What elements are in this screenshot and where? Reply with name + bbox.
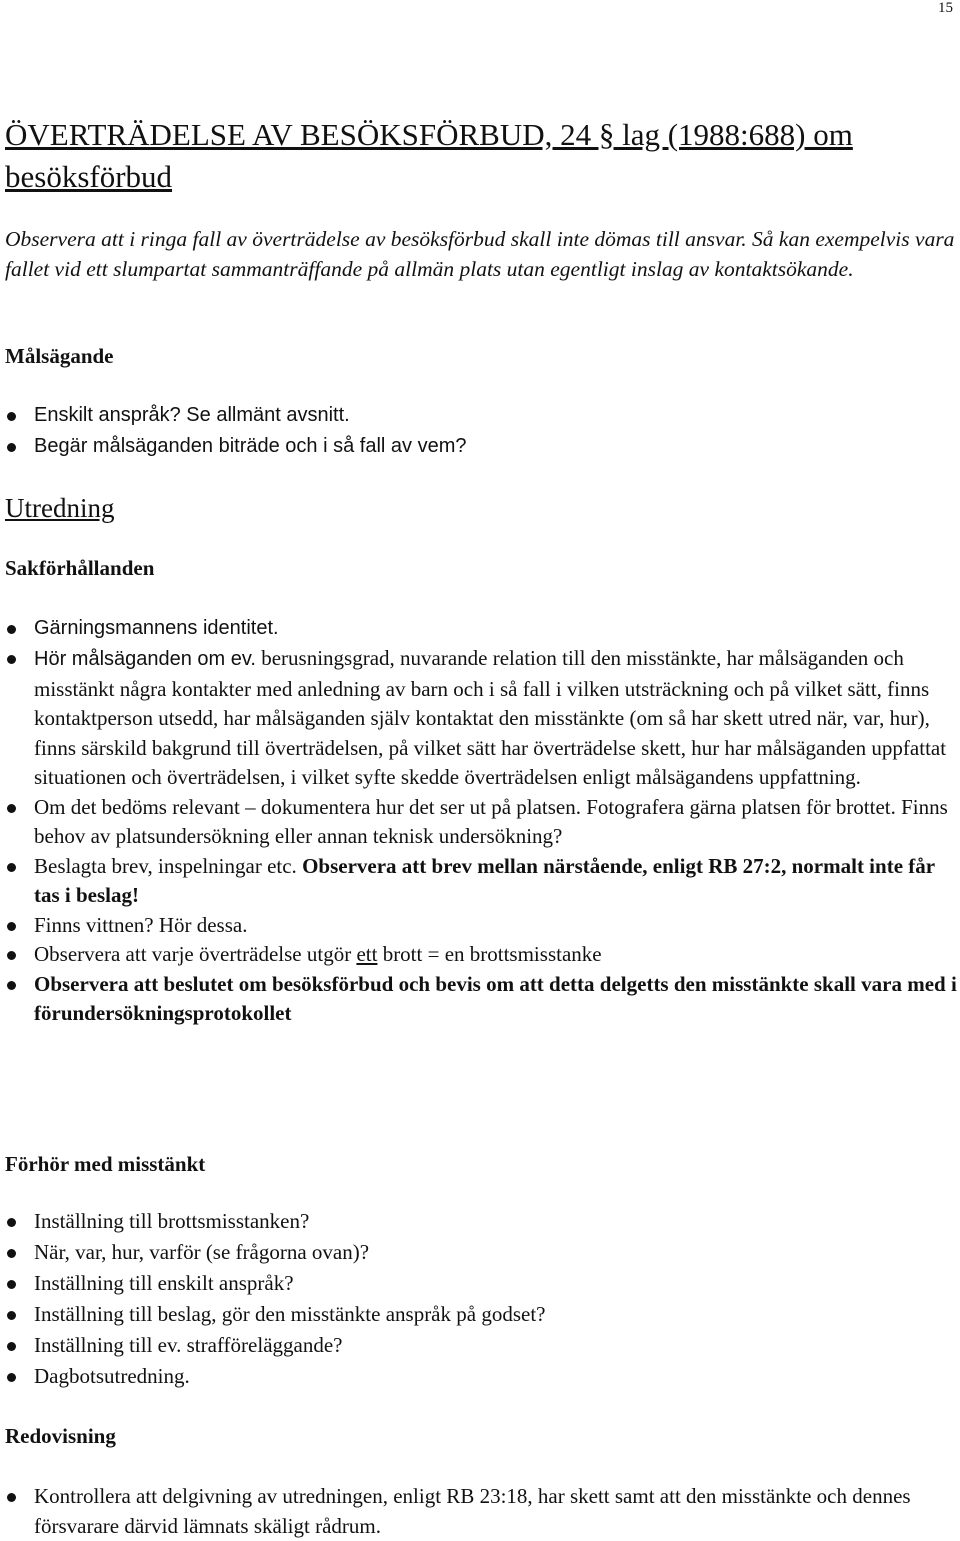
bullet-icon: [7, 1493, 16, 1502]
bullet-icon: [7, 951, 16, 960]
list-item: Observera att beslutet om besöksförbud och bevis om att detta delgetts den misstänkte skall vara med i förundersökningsprotokollet: [0, 970, 960, 1029]
list-item: Dagbotsutredning.: [0, 1361, 960, 1392]
bullet-icon: [7, 1249, 16, 1258]
list-item: Finns vittnen? Hör dessa.: [0, 911, 960, 941]
list-item: När, var, hur, varför (se frågorna ovan)?: [0, 1237, 960, 1268]
bullet-icon: [7, 863, 16, 872]
bullet-icon: [7, 1280, 16, 1289]
intro-paragraph: Observera att i ringa fall av överträdelse av besöksförbud skall inte dömas till ansvar. Så kan exempelvis vara fallet vid ett slumpartat sammanträffande på allmän plats utan egentligt inslag av kontaktsökande.: [5, 227, 955, 281]
bullet-icon: [7, 922, 16, 931]
list-item: Hör målsäganden om ev. berusningsgrad, nuvarande relation till den misstänkte, har målsäganden och misstänkt några kontakter med anledning av barn och i så fall i vilken utsträckning och på vilket sätt, finns kontaktperson utsedd, har målsäganden själv kontaktat den misstänkte (om så har skett utred när, var, hur), finns särskild bakgrund till överträdelsen, på vilket sätt har överträdelse skett, hur har målsäganden uppfattat situationen och överträdelsen, i vilket syfte skedde överträdelsen enligt målsägandens uppfattning.: [0, 644, 960, 793]
list-item: Enskilt anspråk? Se allmänt avsnitt.: [0, 400, 960, 431]
redovisning-list: [0, 1482, 960, 1541]
list-item: Inställning till beslag, gör den misstänkte anspråk på godset?: [0, 1299, 960, 1330]
list-item: Om det bedöms relevant – dokumentera hur det ser ut på platsen. Fotografera gärna platsen för brottet. Finns behov av platsundersökning eller annan teknisk undersökning?: [0, 793, 960, 852]
bullet-icon: [7, 1218, 16, 1227]
page-number: 15: [938, 0, 953, 16]
bullet-icon: [7, 1311, 16, 1320]
list-item: Gärningsmannens identitet.: [0, 613, 960, 644]
bullet-icon: [7, 443, 16, 452]
list-item: Inställning till ev. strafföreläggande?: [0, 1330, 960, 1361]
section-heading-redovisning: Redovisning: [5, 1424, 116, 1448]
page-title: ÖVERTRÄDELSE AV BESÖKSFÖRBUD, 24 § lag (1988:688) om besöksförbud: [5, 117, 853, 194]
bullet-icon: [7, 1373, 16, 1382]
malsagande-list: [0, 400, 960, 462]
forhor-list: [0, 1206, 960, 1392]
list-item: Observera att varje överträdelse utgör ett brott = en brottsmisstanke: [0, 940, 960, 970]
bullet-icon: [7, 412, 16, 421]
bullet-icon: [7, 625, 16, 634]
bullet-icon: [7, 981, 16, 990]
list-item: Inställning till enskilt anspråk?: [0, 1268, 960, 1299]
list-item: Begär målsäganden biträde och i så fall av vem?: [0, 431, 960, 462]
utredning-list: [0, 613, 960, 1029]
section-heading-malsagande: Målsägande: [5, 344, 114, 368]
bullet-icon: [7, 655, 16, 664]
list-item: Inställning till brottsmisstanken?: [0, 1206, 960, 1237]
bullet-icon: [7, 804, 16, 813]
section-heading-forhor: Förhör med misstänkt: [5, 1152, 206, 1176]
list-item: Kontrollera att delgivning av utredningen, enligt RB 23:18, har skett samt att den misstänkte och dennes försvarare därvid lämnats skäligt rådrum.: [0, 1482, 960, 1541]
bullet-icon: [7, 1342, 16, 1351]
list-item: Beslagta brev, inspelningar etc. Observera att brev mellan närstående, enligt RB 27:2, normalt inte får tas i beslag!: [0, 852, 960, 911]
section-heading-utredning: Utredning: [5, 493, 115, 523]
subheading-sakforhallanden: Sakförhållanden: [5, 556, 155, 580]
